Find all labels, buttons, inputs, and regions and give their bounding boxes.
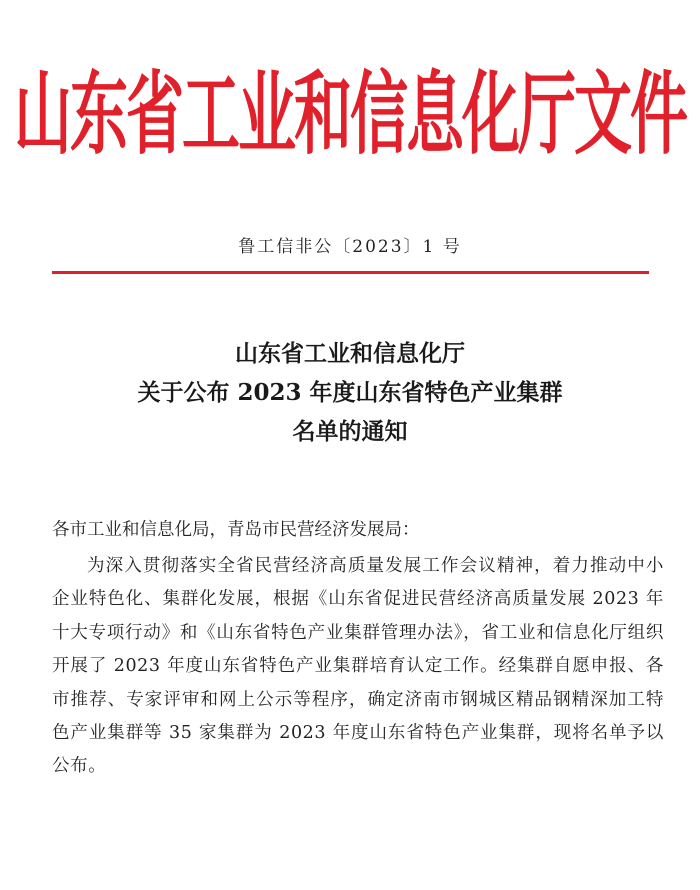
red-divider-line — [52, 271, 649, 274]
title-line-1: 山东省工业和信息化厅 — [235, 340, 465, 367]
masthead — [14, 56, 687, 167]
title-line-3: 名单的通知 — [292, 418, 408, 445]
title-line-2: 关于公布 2023 年度山东省特色产业集群 — [137, 379, 563, 406]
masthead-title: 山东省工业和信息化厅文件 — [14, 61, 687, 167]
notice-title — [0, 334, 700, 451]
body-paragraph: 为深入贯彻落实全省民营经济高质量发展工作会议精神，着力推动中小企业特色化、集群化发展，根据《山东省促进民营经济高质量发展 2023 年十大专项行动》和《山东省特色产业集群管理办法》，省工业和信息化厅组织开展了 2023 年度山东省特色产业集群培育认定工作。经集群自愿申报、各市推荐、专家评审和网上公示等程序，确定济南市钢城区精品钢精深加工特色产业集群等 35 家集群为 2023 年度山东省特色产业集群，现将名单予以公布。 — [52, 556, 664, 777]
document-number: 鲁工信非公〔2023〕1 号 — [238, 237, 462, 257]
addressee: 各市工业和信息化局，青岛市民营经济发展局： — [52, 520, 420, 540]
